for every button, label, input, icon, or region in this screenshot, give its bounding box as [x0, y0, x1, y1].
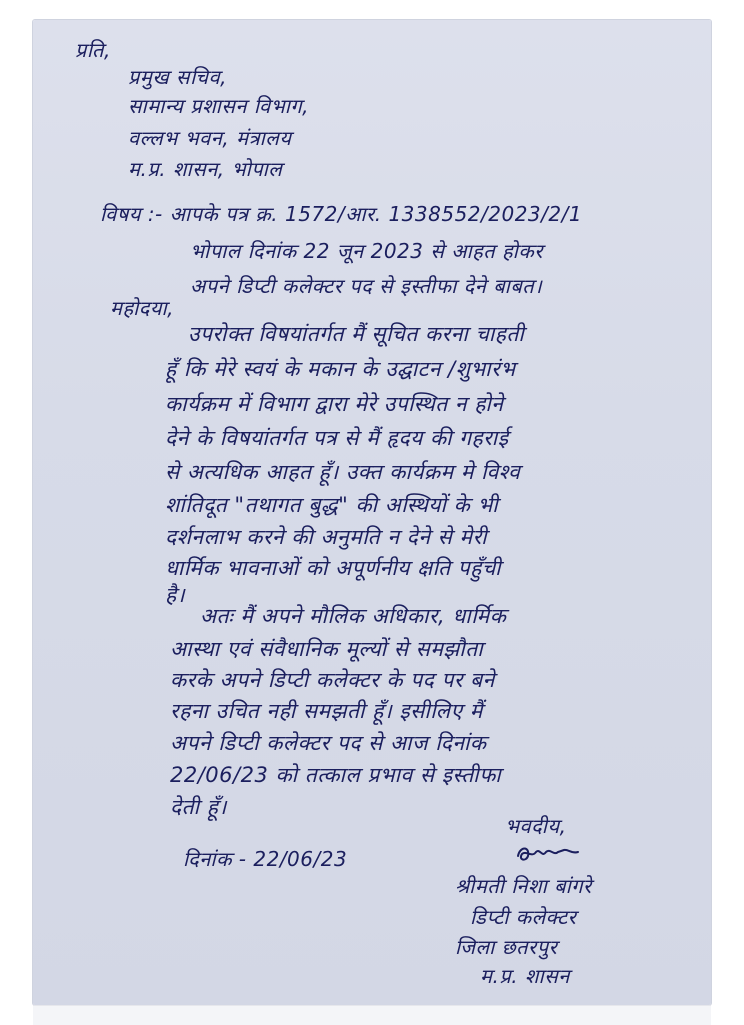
address-line-3: वल्लभ भवन, मंत्रालय [128, 126, 292, 150]
body-line-4: देने के विषयांतर्गत पत्र से मैं हृदय की गहराई [165, 426, 509, 450]
body-line-8: धार्मिक भावनाओं को अपूर्णनीय क्षति पहुँची [165, 556, 502, 580]
signature-scribble [514, 840, 584, 866]
body-line-3: कार्यक्रम में विभाग द्वारा मेरे उपस्थित न होने [165, 392, 504, 416]
body-line-6: शांतिदूत "तथागत बुद्ध" की अस्थियों के भी [165, 493, 499, 517]
body-line-7: दर्शनलाभ करने की अनुमति न देने से मेरी [165, 525, 488, 549]
signature-designation: डिप्टी कलेक्टर [470, 905, 577, 929]
body-line-1: उपरोक्त विषयांतर्गत मैं सूचित करना चाहती [188, 322, 525, 346]
signature-name: श्रीमती निशा बांगरे [455, 874, 592, 898]
body-line-13: रहना उचित नही समझती हूँ। इसीलिए मैं [170, 699, 483, 723]
address-line-4: म.प्र. शासन, भोपाल [128, 157, 283, 181]
date-line: दिनांक - 22/06/23 [183, 847, 348, 871]
closing: भवदीय, [505, 814, 567, 838]
body-line-10: अतः मैं अपने मौलिक अधिकार, धार्मिक [200, 604, 507, 628]
bottom-strip [33, 1005, 711, 1025]
subject-line-2: भोपाल दिनांक 22 जून 2023 से आहत होकर [190, 239, 543, 263]
address-line-1: प्रमुख सचिव, [128, 65, 227, 89]
body-line-2: हूँ कि मेरे स्वयं के मकान के उद्घाटन /शुभारंभ [165, 357, 516, 381]
to-label: प्रति, [75, 38, 111, 62]
subject-line-1: विषय :- आपके पत्र क्र. 1572/आर. 1338552/2023/2/1 [100, 202, 583, 226]
body-line-9: है। [165, 583, 186, 607]
body-line-14: अपने डिप्टी कलेक्टर पद से आज दिनांक [170, 731, 487, 755]
body-line-12: करके अपने डिप्टी कलेक्टर के पद पर बने [170, 668, 495, 692]
address-line-2: सामान्य प्रशासन विभाग, [128, 94, 309, 118]
body-line-15: 22/06/23 को तत्काल प्रभाव से इस्तीफा [170, 763, 502, 787]
body-line-11: आस्था एवं संवैधानिक मूल्यों से समझौता [170, 637, 484, 661]
body-line-16: देती हूँ। [170, 795, 227, 819]
signature-district: जिला छतरपुर [455, 935, 558, 959]
subject-line-3: अपने डिप्टी कलेक्टर पद से इस्तीफा देने बाबत। [190, 274, 543, 298]
signature-government: म.प्र. शासन [480, 964, 570, 988]
salutation: महोदया, [110, 296, 175, 320]
body-line-5: से अत्यधिक आहत हूँ। उक्त कार्यक्रम मे विश्व [165, 460, 521, 484]
